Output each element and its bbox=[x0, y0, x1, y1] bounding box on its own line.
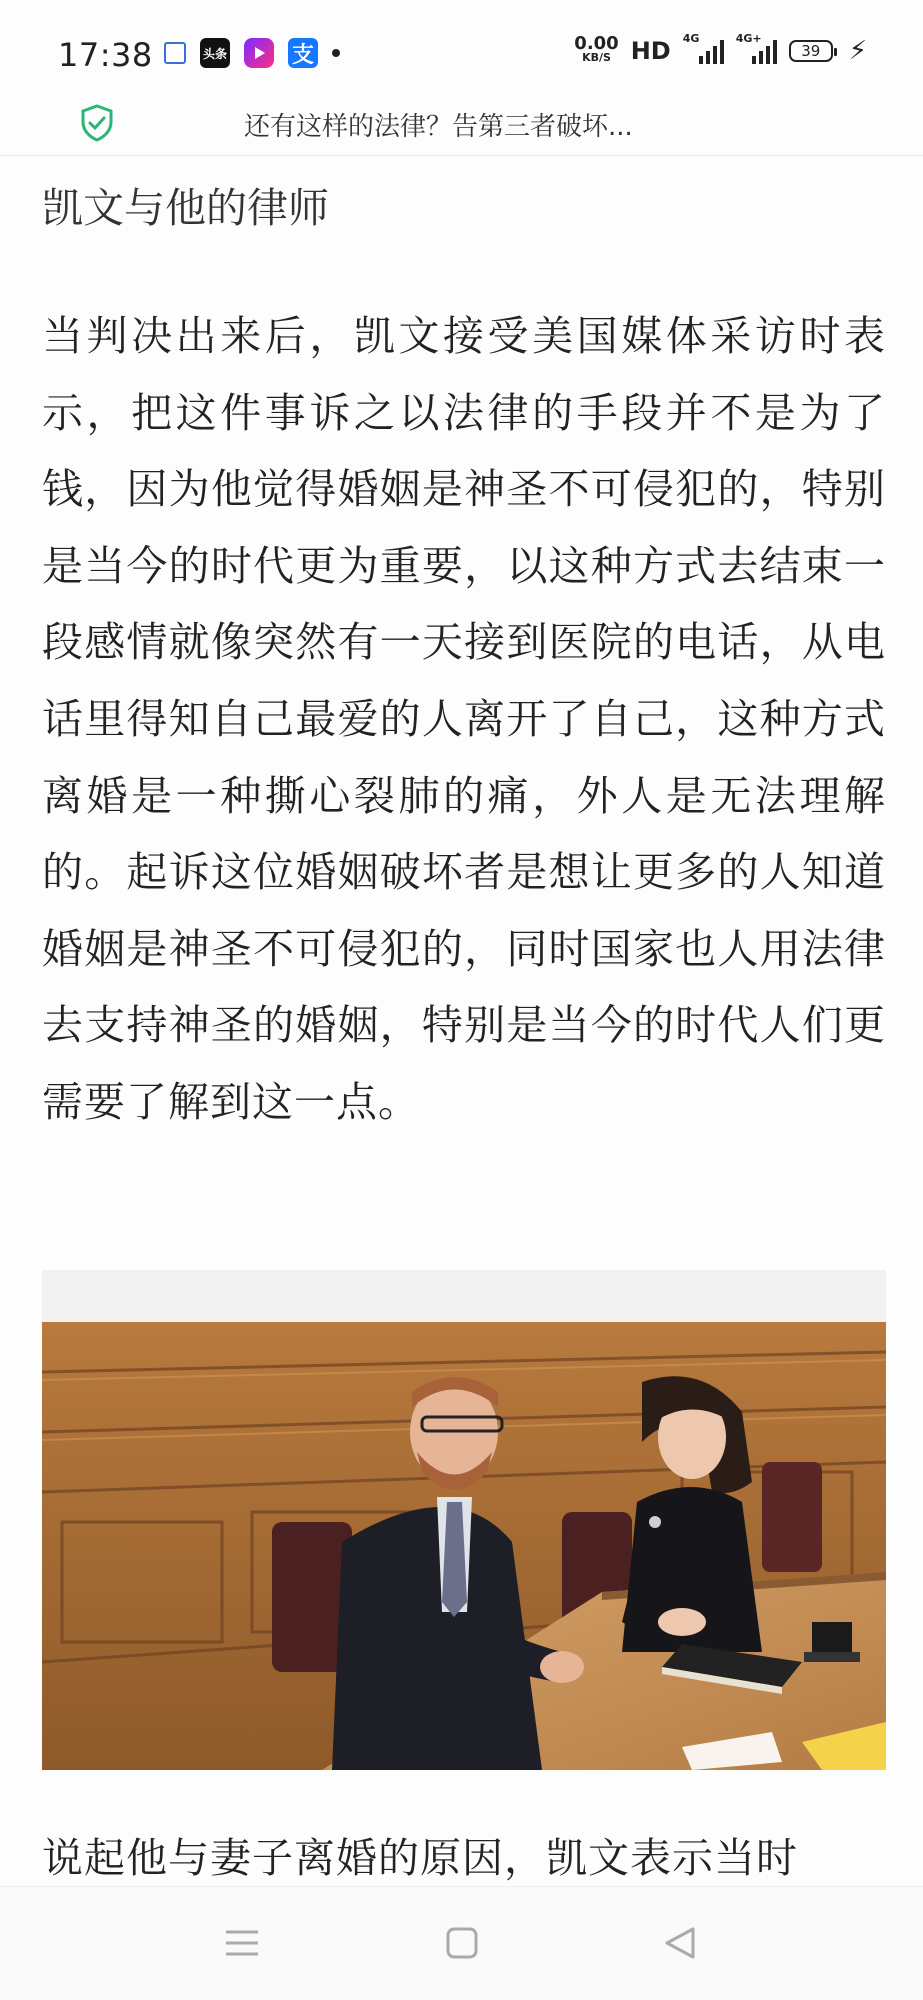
recent-apps-button[interactable] bbox=[222, 1923, 262, 1963]
title-bar bbox=[0, 100, 923, 156]
battery-level: 39 bbox=[801, 42, 821, 60]
back-triangle-icon bbox=[663, 1925, 697, 1961]
article-next-paragraph: 说起他与妻子离婚的原因，凯文表示当时 bbox=[42, 1834, 798, 1882]
courtroom-photo bbox=[42, 1322, 886, 1770]
home-square-icon bbox=[445, 1926, 479, 1960]
page-title: 还有这样的法律？告第三者破坏... bbox=[244, 112, 633, 142]
status-indicators bbox=[574, 32, 867, 66]
signal-strength-icon bbox=[682, 32, 724, 64]
menu-icon bbox=[224, 1928, 260, 1958]
article-photo[interactable] bbox=[42, 1270, 886, 1770]
network-speed bbox=[574, 33, 619, 65]
notes-app-icon bbox=[164, 42, 186, 64]
home-button[interactable] bbox=[442, 1923, 482, 1963]
alipay-app-icon: 支 bbox=[288, 38, 318, 68]
charging-icon: ⚡ bbox=[848, 36, 867, 66]
more-notifications-dot-icon bbox=[332, 49, 340, 57]
image-caption: 凯文与他的律师 bbox=[42, 184, 329, 232]
courtroom-illustration bbox=[42, 1322, 886, 1770]
network-speed-value: 0.00 bbox=[574, 33, 619, 54]
article-paragraph: 当判决出来后，凯文接受美国媒体采访时表示，把这件事诉之以法律的手段并不是为了钱，因为他觉得婚姻是神圣不可侵犯的，特别是当今的时代更为重要，以这种方式去结束一段感情就像突然有一天接到医院的电话，从电话里得知自己最爱的人离开了自己，这种方式离婚是一种撕心裂肺的痛，外人是无法理解的。起诉这位婚姻破坏者是想让更多的人知道婚姻是神圣不可侵犯的，同时国家也人用法律去支持神圣的婚姻，特别是当今的时代人们更需要了解到这一点。 bbox=[42, 312, 886, 1126]
security-shield-icon[interactable] bbox=[80, 104, 114, 142]
network-speed-unit: KB/S bbox=[582, 51, 611, 64]
battery-icon bbox=[789, 40, 833, 62]
status-time: 17:38 bbox=[58, 36, 153, 74]
signal-strength-icon-2 bbox=[735, 32, 777, 64]
signal-type-label-2: 4G+ bbox=[735, 32, 762, 45]
signal-type-label: 4G bbox=[682, 32, 700, 45]
video-app-icon bbox=[244, 38, 274, 68]
notification-icons bbox=[164, 38, 340, 68]
hd-voice-icon: HD bbox=[630, 37, 671, 65]
toutiao-app-icon: 头条 bbox=[200, 38, 230, 68]
back-button[interactable] bbox=[660, 1923, 700, 1963]
status-bar bbox=[0, 0, 923, 104]
navigation-bar bbox=[0, 1886, 923, 2000]
